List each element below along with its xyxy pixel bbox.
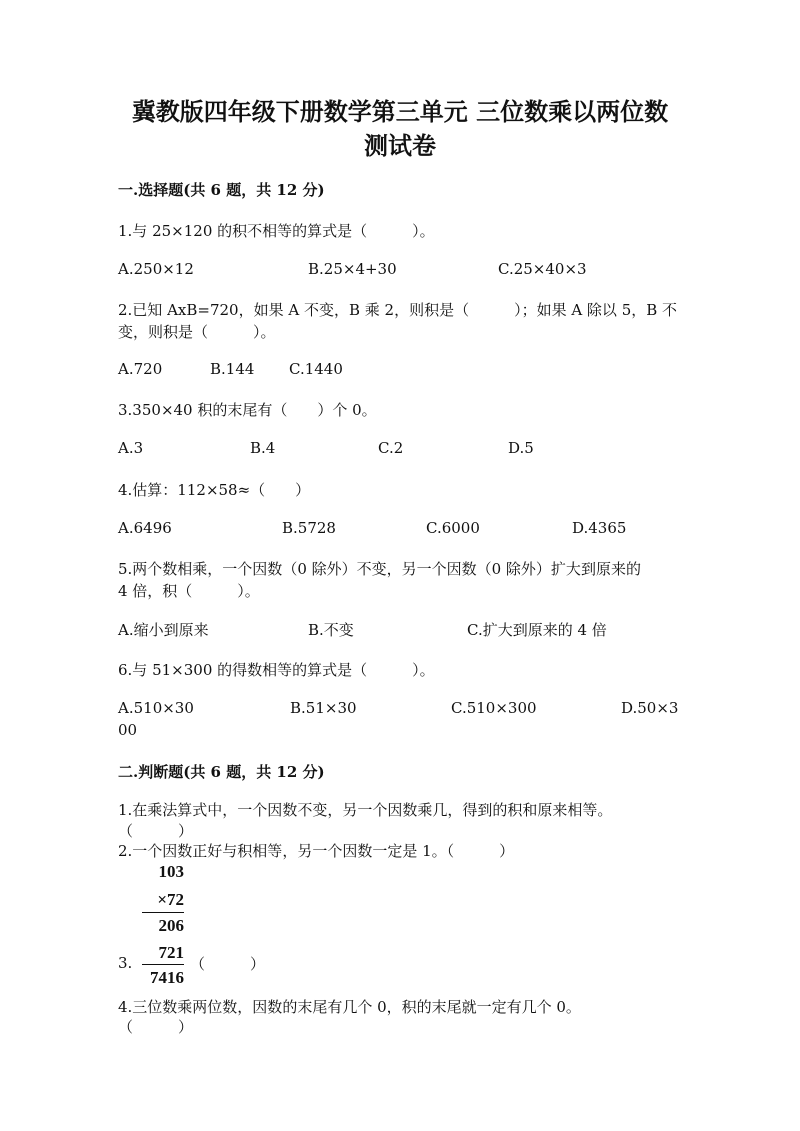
q1-3-option-d: D.5: [508, 439, 534, 457]
q1-2-option-c: C.1440: [289, 360, 343, 378]
calc-partial-1: 206: [158, 916, 184, 935]
q1-5-option-b: B.不变: [308, 621, 354, 639]
q1-4-option-c: C.6000: [426, 519, 480, 537]
q1-6-option-b: B.51×30: [290, 699, 357, 717]
question-2-4-line2: （ ）: [118, 1018, 194, 1036]
question-1-5-line2: 4 倍，积（ ）。: [118, 582, 260, 600]
question-1-5-line1: 5.两个数相乘，一个因数（0 除外）不变，另一个因数（0 除外）扩大到原来的: [118, 560, 641, 578]
q1-3-option-c: C.2: [378, 439, 404, 457]
section-heading-judgement: 二.判断题(共 6 题，共 12 分): [118, 763, 325, 781]
question-2-4-line1: 4.三位数乘两位数，因数的末尾有几个 0，积的末尾就一定有几个 0。: [118, 998, 581, 1016]
question-1-3: 3.350×40 积的末尾有（ ）个 0。: [118, 401, 377, 419]
calc-partial-2: 721: [158, 943, 184, 962]
question-2-3-paren: （ ）: [190, 955, 266, 973]
q1-4-option-b: B.5728: [282, 519, 336, 537]
q1-5-option-c: C.扩大到原来的 4 倍: [467, 621, 607, 639]
section-heading-choice: 一.选择题(共 6 题，共 12 分): [118, 181, 325, 199]
q1-2-option-b: B.144: [210, 360, 255, 378]
q1-1-option-a: A.250×12: [118, 260, 194, 278]
q1-4-option-a: A.6496: [118, 519, 172, 537]
q1-5-option-a: A.缩小到原来: [118, 621, 209, 639]
calc-rule-top: [142, 912, 184, 913]
question-1-4: 4.估算：112×58≈（ ）: [118, 481, 311, 499]
calc-multiplier: ×72: [157, 890, 184, 909]
q1-4-option-d: D.4365: [572, 519, 627, 537]
question-2-1-line1: 1.在乘法算式中，一个因数不变，另一个因数乘几，得到的积和原来相等。: [118, 801, 613, 819]
calc-multiplicand: 103: [158, 862, 184, 881]
question-1-2-line1: 2.已知 AxB=720，如果 A 不变，B 乘 2，则积是（ ）；如果 A 除以 5，B 不: [118, 301, 678, 319]
q1-1-option-c: C.25×40×3: [498, 260, 587, 278]
question-1-6: 6.与 51×300 的得数相等的算式是（ ）。: [118, 661, 435, 679]
question-2-3-number: 3.: [118, 954, 133, 972]
q1-3-option-a: A.3: [118, 439, 144, 457]
page-title-line2: 测试卷: [364, 131, 436, 160]
q1-6-option-wrap: 00: [118, 721, 138, 739]
q1-3-option-b: B.4: [250, 439, 276, 457]
q1-6-option-c: C.510×300: [451, 699, 537, 717]
q1-2-option-a: A.720: [118, 360, 163, 378]
calc-product: 7416: [150, 968, 184, 987]
question-2-2: 2.一个因数正好与积相等，另一个因数一定是 1。（ ）: [118, 842, 515, 860]
page-title-line1: 冀教版四年级下册数学第三单元 三位数乘以两位数: [131, 97, 669, 126]
q1-6-option-a: A.510×30: [118, 699, 194, 717]
calc-rule-bottom: [142, 964, 184, 965]
question-2-1-line2: （ ）: [118, 822, 194, 840]
question-1-2-line2: 变，则积是（ ）。: [118, 323, 276, 341]
question-1-1: 1.与 25×120 的积不相等的算式是（ ）。: [118, 222, 435, 240]
q1-6-option-d: D.50×3: [621, 699, 679, 717]
q1-1-option-b: B.25×4+30: [308, 260, 397, 278]
